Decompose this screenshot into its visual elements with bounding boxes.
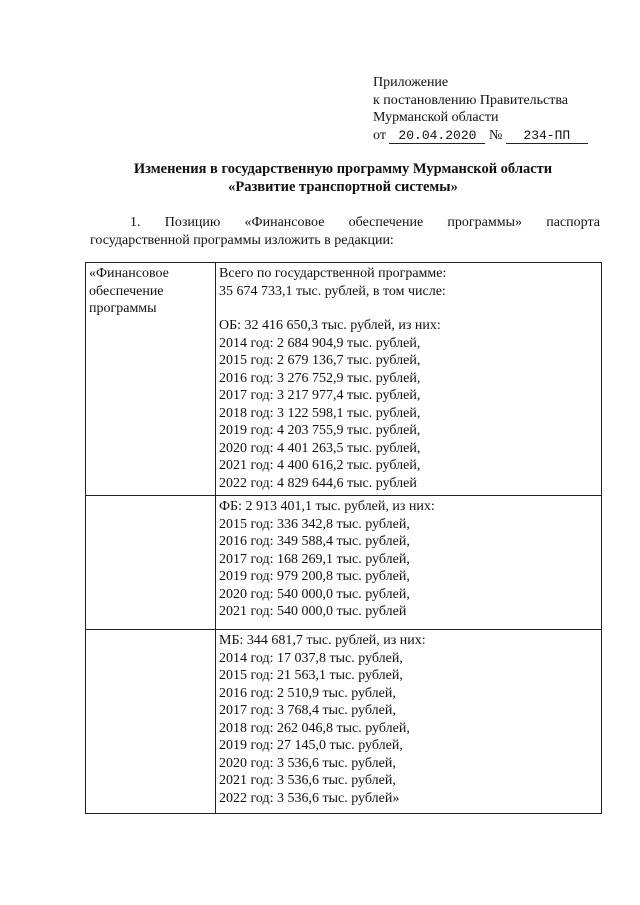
ob-year-line: 2022 год: 4 829 644,6 тыс. рублей [219, 475, 417, 491]
paragraph-word: Позицию [164, 215, 221, 230]
label-cell [86, 263, 216, 496]
mb-year-line: 2015 год: 21 563,1 тыс. рублей, [219, 668, 403, 683]
title-line-1: Изменения в государственную программу Мурманской области [133, 161, 553, 177]
fb-header: ФБ: 2 913 401,1 тыс. рублей, из них: [219, 499, 435, 514]
empty-label-cell [86, 496, 216, 630]
title-line-2: «Развитие транспортной системы» [228, 179, 458, 195]
document-title [60, 160, 626, 196]
label-line: «Финансовое [89, 266, 169, 281]
fb-year-line: 2021 год: 540 000,0 тыс. рублей [219, 604, 407, 619]
mb-year-line: 2017 год: 3 768,4 тыс. рублей, [219, 703, 396, 718]
paragraph-word: «Финансовое [244, 215, 325, 230]
fb-year-line: 2016 год: 349 588,4 тыс. рублей, [219, 534, 410, 549]
ob-funding-cell [216, 263, 602, 496]
mb-header: МБ: 344 681,7 тыс. рублей, из них: [219, 633, 426, 648]
financing-table [85, 262, 602, 814]
fb-funding-cell [216, 496, 602, 630]
mb-funding-cell [216, 630, 602, 814]
label-line: обеспечение [89, 283, 164, 299]
date-prefix: от [373, 127, 386, 143]
mb-year-line: 2019 год: 27 145,0 тыс. рублей, [219, 738, 403, 753]
fb-year-line: 2020 год: 540 000,0 тыс. рублей, [219, 586, 410, 602]
ob-header: ОБ: 32 416 650,3 тыс. рублей, из них: [219, 318, 441, 333]
table-row-fb [86, 496, 602, 630]
ob-year-line: 2020 год: 4 401 263,5 тыс. рублей, [219, 440, 421, 456]
total-line: Всего по государственной программе: [219, 266, 447, 281]
fb-year-line: 2017 год: 168 269,1 тыс. рублей, [219, 551, 410, 567]
paragraph-line-1 [92, 214, 600, 232]
ob-year-line: 2017 год: 3 217 977,4 тыс. рублей, [219, 388, 421, 403]
paragraph-word: обеспечение [348, 215, 424, 230]
appendix-decree-line: к постановлению Правительства [373, 92, 569, 108]
number-sign: № [488, 127, 503, 143]
appendix-region-line: Мурманской области [373, 110, 499, 125]
decree-number: 234-ПП [506, 128, 588, 144]
empty-label-cell [86, 630, 216, 814]
decree-date: 20.04.2020 [389, 128, 485, 144]
fb-year-line: 2019 год: 979 200,8 тыс. рублей, [219, 569, 410, 584]
label-line: программы [89, 301, 157, 316]
ob-year-line: 2021 год: 4 400 616,2 тыс. рублей, [219, 458, 421, 473]
table-row-mb [86, 630, 602, 814]
total-amount-line: 35 674 733,1 тыс. рублей, в том числе: [219, 283, 446, 299]
paragraph-word: паспорта [546, 215, 600, 230]
item-paragraph [92, 214, 600, 249]
paragraph-line-2: государственной программы изложить в редакции: [90, 232, 394, 248]
mb-year-line: 2014 год: 17 037,8 тыс. рублей, [219, 650, 403, 666]
ob-year-line: 2019 год: 4 203 755,9 тыс. рублей, [219, 423, 421, 438]
mb-year-line: 2022 год: 3 536,6 тыс. рублей» [219, 790, 400, 806]
appendix-date-row [373, 127, 603, 145]
mb-year-line: 2016 год: 2 510,9 тыс. рублей, [219, 685, 396, 701]
appendix-title: Приложение [373, 75, 449, 90]
ob-year-line: 2014 год: 2 684 904,9 тыс. рублей, [219, 335, 421, 351]
fb-year-line: 2015 год: 336 342,8 тыс. рублей, [219, 516, 410, 532]
mb-year-line: 2020 год: 3 536,6 тыс. рублей, [219, 755, 396, 771]
paragraph-number: 1. [130, 215, 141, 230]
ob-year-line: 2016 год: 3 276 752,9 тыс. рублей, [219, 370, 421, 386]
paragraph-word: программы» [447, 215, 522, 230]
table-row-ob [86, 263, 602, 496]
ob-year-line: 2018 год: 3 122 598,1 тыс. рублей, [219, 405, 421, 421]
mb-year-line: 2018 год: 262 046,8 тыс. рублей, [219, 720, 410, 736]
mb-year-line: 2021 год: 3 536,6 тыс. рублей, [219, 773, 396, 788]
appendix-block [373, 74, 603, 144]
ob-year-line: 2015 год: 2 679 136,7 тыс. рублей, [219, 353, 421, 368]
